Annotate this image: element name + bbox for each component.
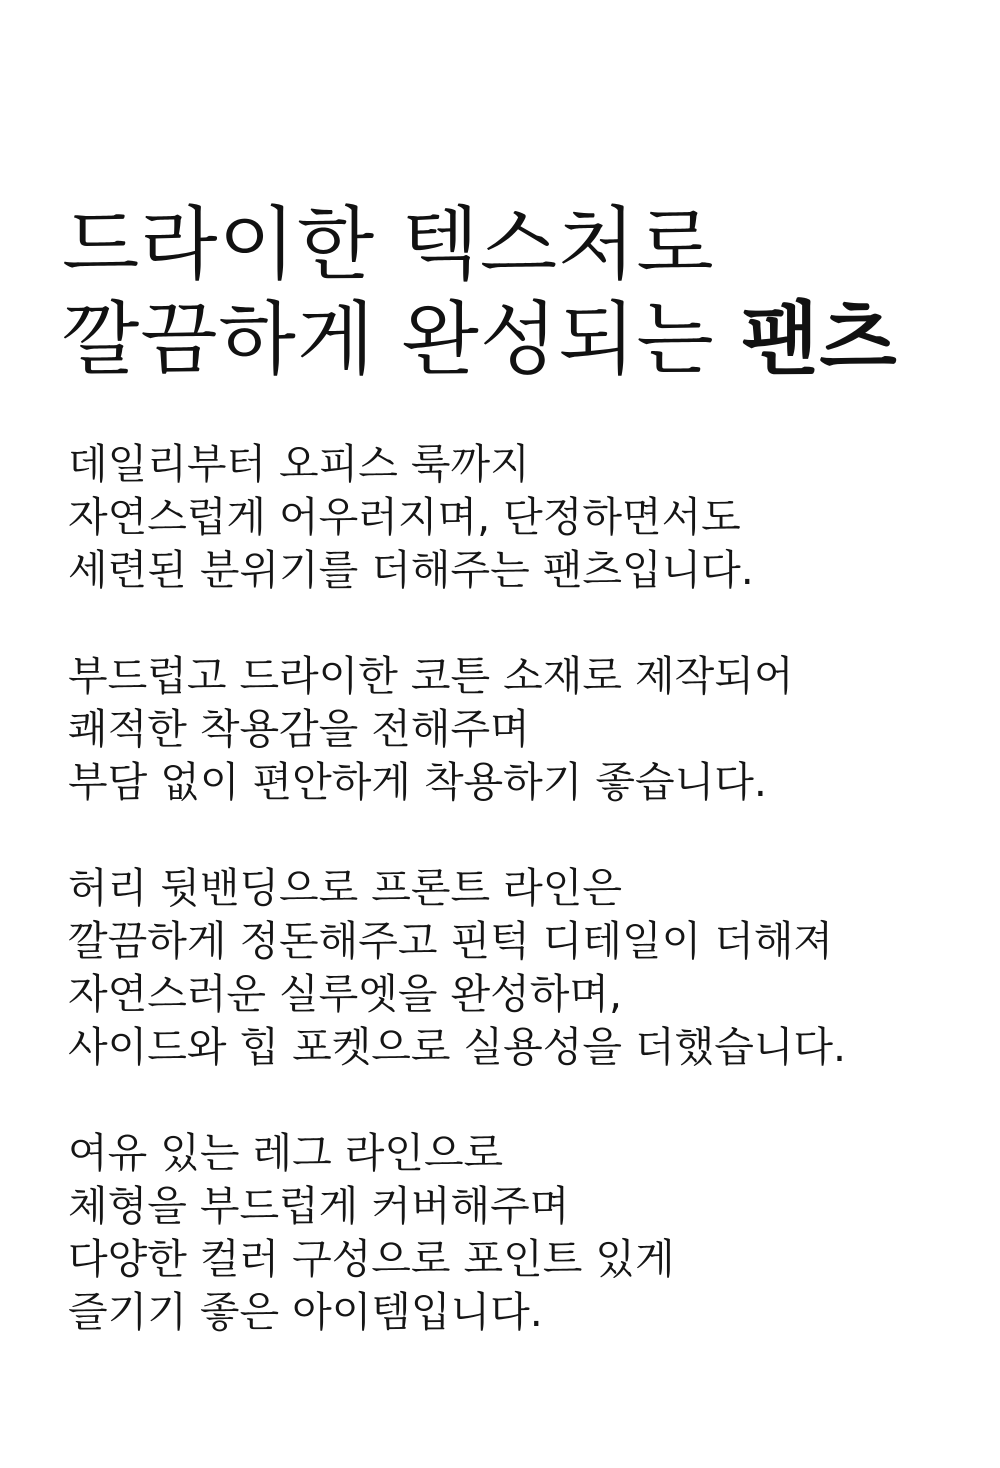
headline-line-2 (62, 292, 962, 387)
headline-line-1: 드라이한 텍스처로 (62, 197, 715, 291)
paragraph-daily-office (68, 438, 948, 597)
paragraph-line: 자연스럽게 어우러지며, 단정하면서도 (68, 493, 741, 541)
paragraph-line: 쾌적한 착용감을 전해주며 (68, 705, 530, 753)
headline-line-2-text: 깔끔하게 완성되는 (62, 292, 742, 386)
paragraph-line: 체형을 부드럽게 커버해주며 (68, 1182, 570, 1230)
description (68, 438, 948, 1392)
headline (62, 197, 962, 387)
paragraph-line: 다양한 컬러 구성으로 포인트 있게 (68, 1235, 675, 1283)
paragraph-fit-colors (68, 1127, 948, 1339)
paragraph-line: 데일리부터 오피스 룩까지 (68, 440, 530, 488)
paragraph-line: 여유 있는 레그 라인으로 (68, 1129, 504, 1177)
paragraph-line: 자연스러운 실루엣을 완성하며, (68, 970, 622, 1018)
paragraph-line: 깔끔하게 정돈해주고 핀턱 디테일이 더해져 (68, 917, 834, 965)
paragraph-line: 부담 없이 편안하게 착용하기 좋습니다. (68, 758, 767, 806)
headline-emphasis: 팬츠 (741, 291, 898, 386)
paragraph-line: 즐기기 좋은 아이템입니다. (68, 1288, 543, 1336)
paragraph-line: 부드럽고 드라이한 코튼 소재로 제작되어 (68, 652, 794, 700)
paragraph-material (68, 650, 948, 809)
paragraph-line: 사이드와 힙 포켓으로 실용성을 더했습니다. (68, 1023, 847, 1071)
paragraph-details (68, 862, 948, 1074)
paragraph-line: 허리 뒷밴딩으로 프론트 라인은 (68, 864, 622, 912)
paragraph-line: 세련된 분위기를 더해주는 팬츠입니다. (68, 546, 754, 594)
